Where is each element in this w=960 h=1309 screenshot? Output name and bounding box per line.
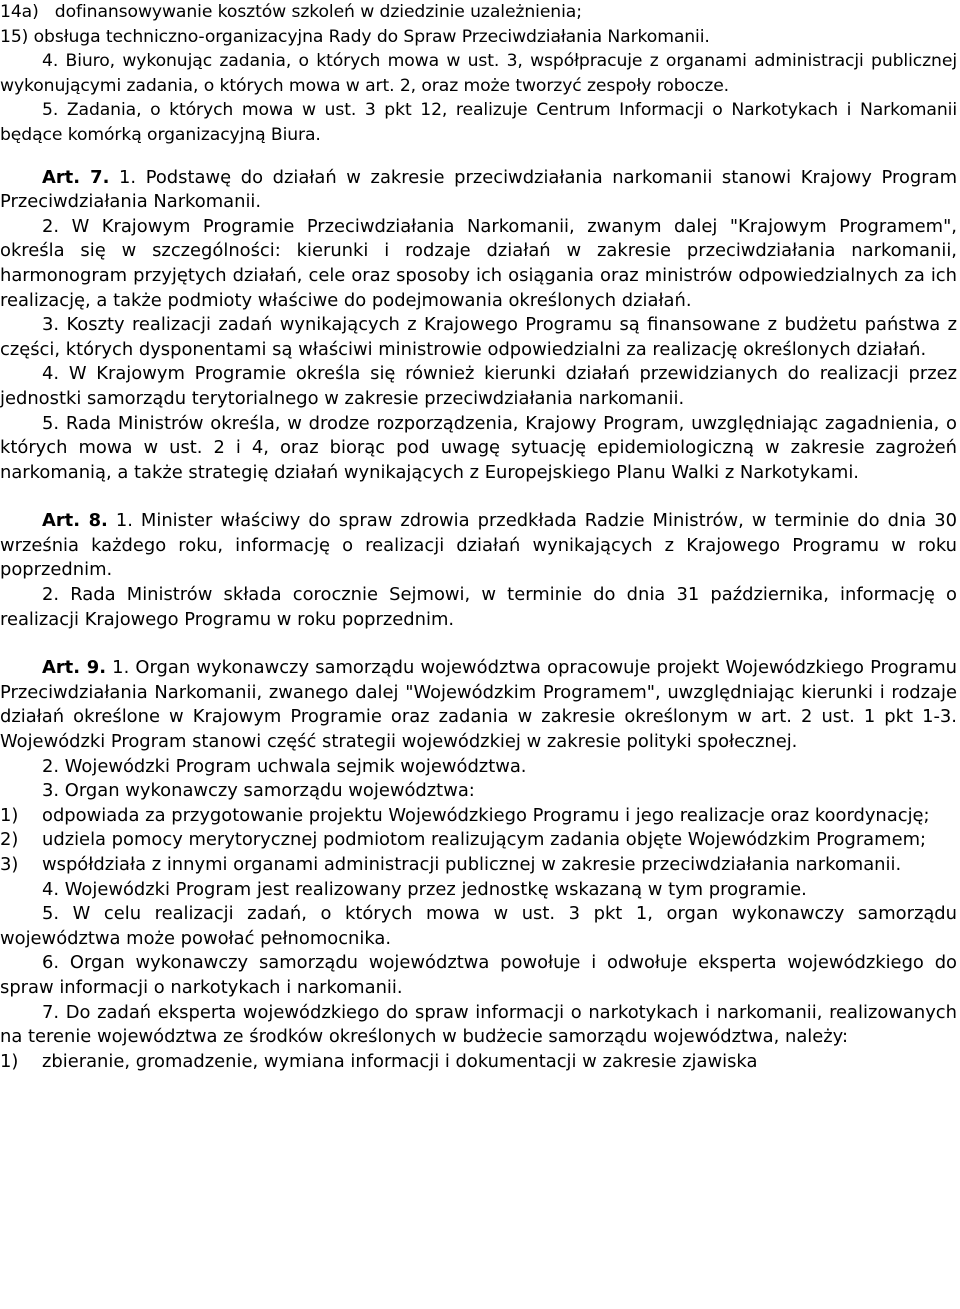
art7-paragraph-4: 4. W Krajowym Programie określa się również kierunki działań przewidzianych do realizacji przez jednostki samorządu terytorialnego w zakresie przeciwdziałania narkomanii. <box>0 363 957 409</box>
art7-paragraph-2: 2. W Krajowym Programie Przeciwdziałania Narkomanii, zwanym dalej "Krajowym Programem", określa się w szczególności: kierunki i rodzaje działań w zakresie przeciwdziałania narkomanii, harmonogram przyjętych działań, cele oraz sposoby ich osiągania oraz ministrów odpowiedzialnych za ich realizację, a także podmioty właściwe do podejmowania określonych działań. <box>0 215 957 311</box>
list-item-number: 2) <box>0 829 19 851</box>
art9-paragraph-2: 2. Wojewódzki Program uchwala sejmik województwa. <box>42 755 527 777</box>
list-item <box>0 804 957 829</box>
list-item-text: współdziała z innymi organami administracji publicznej w zakresie przeciwdziałania narkomanii. <box>42 854 902 875</box>
art7-p1-text: 1. Podstawę do działań w zakresie przeciwdziałania narkomanii stanowi Krajowy Program Przeciwdziałania Narkomanii. <box>0 166 957 213</box>
line-14a: 14a) dofinansowywanie kosztów szkoleń w dziedzinie uzależnienia; <box>0 2 582 22</box>
list-item-number: 1) <box>0 1050 19 1072</box>
art8-p1-text: 1. Minister właściwy do spraw zdrowia przedkłada Radzie Ministrów, w terminie do dnia 30 września każdego roku, informację o realizacji działań wynikających z Krajowego Programu w roku poprzednim. <box>0 510 957 581</box>
list-item <box>0 828 957 853</box>
list-item-number: 1) <box>0 804 19 826</box>
list-item-text: udziela pomocy merytorycznej podmiotom realizującym zadania objęte Wojewódzkim Programem; <box>42 829 927 851</box>
art9-paragraph-7: 7. Do zadań eksperta wojewódzkiego do spraw informacji o narkotykach i narkomanii, realizowanych na terenie województwa ze środków określonych w budżecie samorządu województwa, należy: <box>0 1001 957 1048</box>
art7-paragraph-3: 3. Koszty realizacji zadań wynikających z Krajowego Programu są finansowane z budżetu państwa z części, których dysponentami są właściwi ministrowie odpowiedzialni za realizację określonych działań. <box>0 314 957 360</box>
art9-paragraph-5: 5. W celu realizacji zadań, o których mowa w ust. 3 pkt 1, organ wykonawczy samorządu województwa może powołać pełnomocnika. <box>0 903 957 949</box>
art9-heading: Art. 9. <box>42 657 106 679</box>
line-15: 15) obsługa techniczno-organizacyjna Rady do Spraw Przeciwdziałania Narkomanii. <box>0 26 710 47</box>
list-item <box>0 853 957 878</box>
art8-paragraph-1 <box>0 509 957 583</box>
art7-paragraph-1 <box>0 166 957 215</box>
art9-paragraph-6: 6. Organ wykonawczy samorządu województwa powołuje i odwołuje eksperta wojewódzkiego do spraw informacji o narkotykach i narkomanii. <box>0 952 957 998</box>
art9-paragraph-4: 4. Wojewódzki Program jest realizowany przez jednostkę wskazaną w tym programie. <box>42 878 807 900</box>
paragraph-biuro-4: 4. Biuro, wykonując zadania, o których mowa w ust. 3, współpracuje z organami administracji publicznej wykonującymi zadania, o których mowa w art. 2, oraz może tworzyć zespoły robocze. <box>0 51 957 96</box>
art7-heading: Art. 7. <box>42 166 110 188</box>
art9-p1-text: 1. Organ wykonawczy samorządu województwa opracowuje projekt Wojewódzkiego Programu Przeciwdziałania Narkomanii, zwanego dalej "Wojewódzkim Programem", uwzględniając kierunki i rodzaje działań określone w Krajowym Programie oraz zadania w zakresie określonym w art. 2 ust. 1 pkt 1-3. Wojewódzki Program stanowi część strategii wojewódzkiej w zakresie polityki społecznej. <box>0 657 958 753</box>
paragraph-biuro-5: 5. Zadania, o których mowa w ust. 3 pkt 12, realizuje Centrum Informacji o Narkotykach i Narkomanii będące komórką organizacyjną Biura. <box>0 100 957 145</box>
list-item-number: 3) <box>0 854 19 875</box>
list-item <box>0 1050 957 1075</box>
list-item-text: zbieranie, gromadzenie, wymiana informacji i dokumentacji w zakresie zjawiska <box>42 1050 758 1072</box>
art7-paragraph-5: 5. Rada Ministrów określa, w drodze rozporządzenia, Krajowy Program, uwzględniając zagadnienia, o których mowa w ust. 2 i 4, oraz biorąc pod uwagę sytuację epidemiologiczną w zakresie zagrożeń narkomanią, a także strategię działań wynikających z Europejskiego Planu Walki z Narkotykami. <box>0 412 957 483</box>
art9-paragraph-3: 3. Organ wykonawczy samorządu województwa: <box>42 780 475 802</box>
list-item-text: odpowiada za przygotowanie projektu Wojewódzkiego Programu i jego realizacje oraz koordynację; <box>42 804 930 826</box>
art9-paragraph-1 <box>0 656 957 754</box>
art8-heading: Art. 8. <box>42 510 108 532</box>
art8-paragraph-2: 2. Rada Ministrów składa corocznie Sejmowi, w terminie do dnia 31 października, informację o realizacji Krajowego Programu w roku poprzednim. <box>0 584 957 630</box>
